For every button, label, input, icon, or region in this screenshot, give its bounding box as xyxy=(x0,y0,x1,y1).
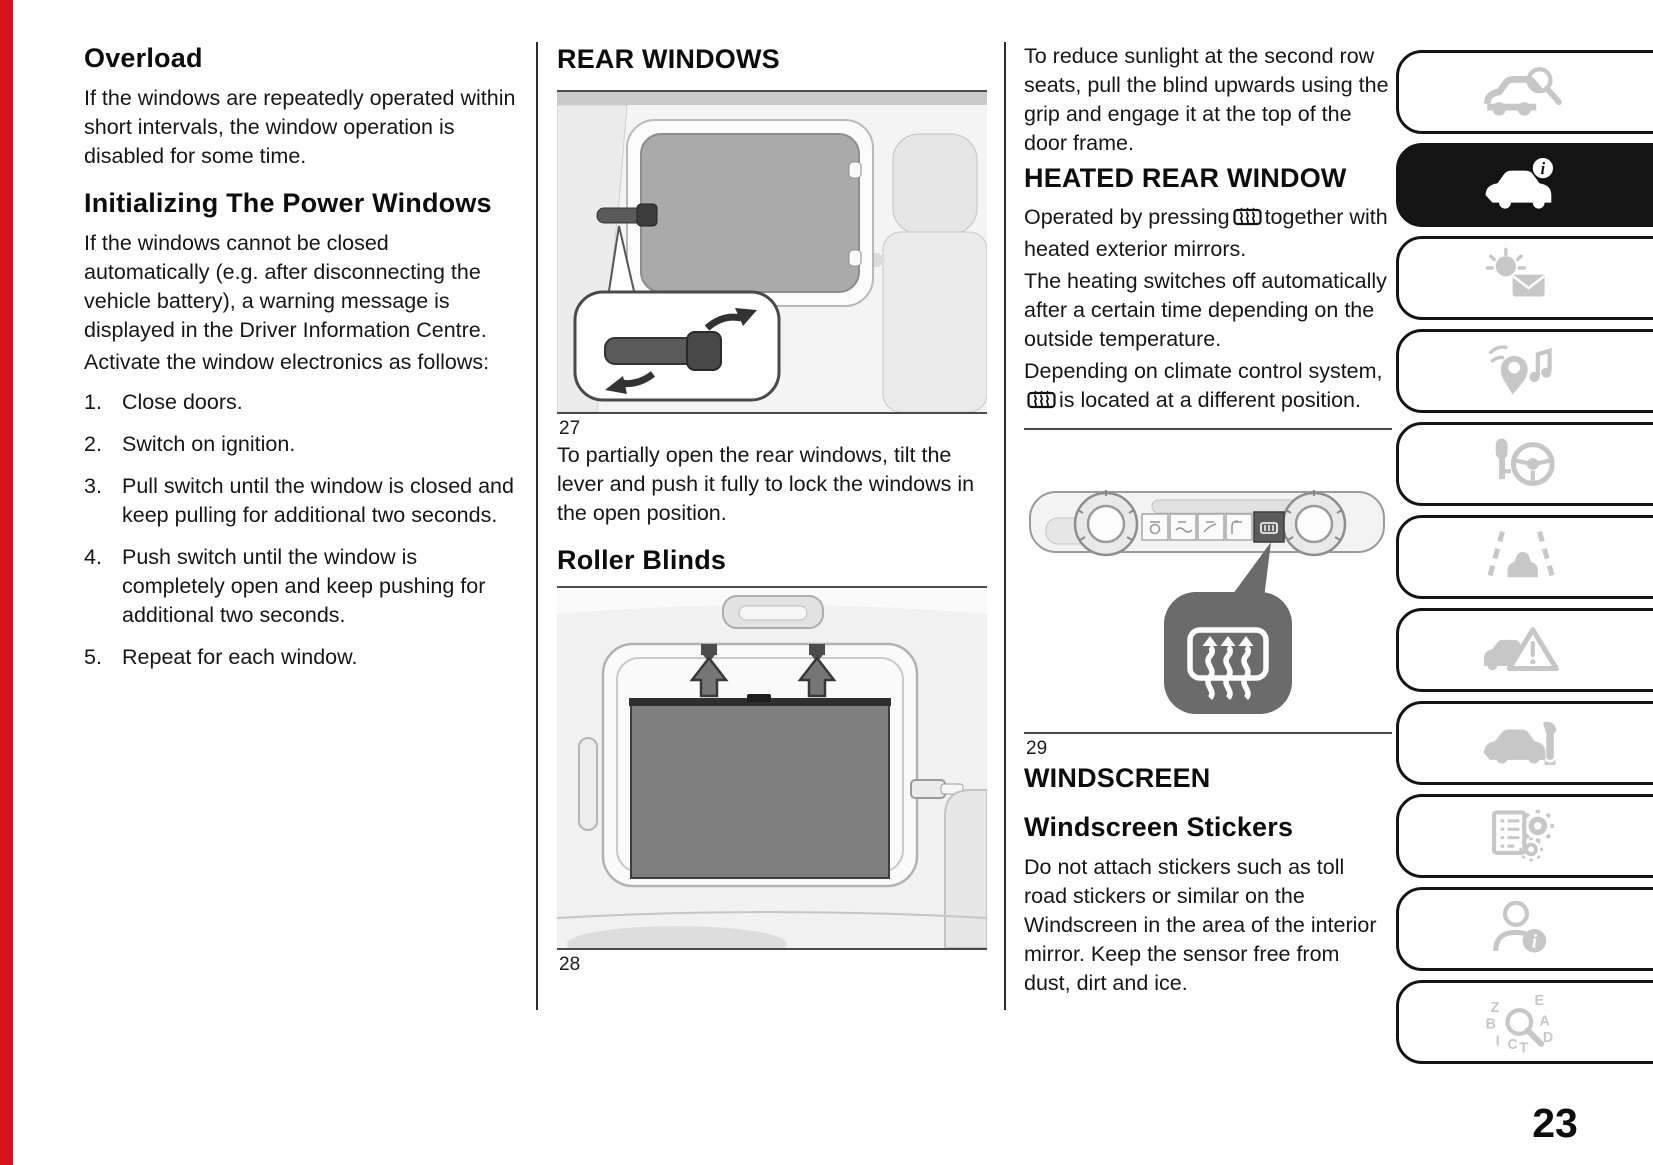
svg-text:I: I xyxy=(1495,1033,1500,1050)
middle-column xyxy=(557,42,987,977)
figure-27-label: 27 xyxy=(559,418,581,439)
person-info-icon xyxy=(1465,897,1577,961)
rear-window-latch-illustration xyxy=(557,92,987,412)
climate-panel-illustration xyxy=(1024,430,1392,732)
list-item: 1. Close doors. xyxy=(84,390,243,414)
chapter-tab-bar xyxy=(1396,50,1653,1064)
figure-28 xyxy=(557,586,987,977)
sidebar-item-car-info[interactable] xyxy=(1396,143,1653,227)
rear-window-defrost-icon xyxy=(1027,389,1056,418)
initializing-body: If the windows cannot be closed automatically (e.g. after disconnecting the vehicle battery), a warning message is displayed in the Driver Information Centre. xyxy=(84,231,487,342)
key-steering-wheel-icon xyxy=(1465,432,1577,496)
initializing-body2: Activate the window electronics as follows: xyxy=(84,350,490,374)
roller-blinds-heading: Roller Blinds xyxy=(557,545,727,575)
list-item: 3. Pull switch until the window is closed and keep pulling for additional two seconds. xyxy=(84,474,514,527)
windscreen-stickers-body: Do not attach stickers such as toll road stickers or similar on the Windscreen in the area of the interior mirror. Keep the sensor free from dust, dirt and ice. xyxy=(1024,855,1377,995)
figure-28-label: 28 xyxy=(559,954,581,975)
initializing-heading: Initializing The Power Windows xyxy=(84,188,492,218)
svg-text:D: D xyxy=(1542,1030,1554,1047)
svg-text:Z: Z xyxy=(1490,999,1500,1016)
sidebar-item-emergency[interactable] xyxy=(1396,608,1653,692)
rear-windows-body: To partially open the rear windows, tilt the lever and push it fully to lock the windows in the open position. xyxy=(557,443,975,525)
page-edge-accent xyxy=(0,0,13,1165)
overload-body: If the windows are repeatedly operated within short intervals, the window operation is disabled for some time. xyxy=(84,86,516,168)
windscreen-stickers-heading: Windscreen Stickers xyxy=(1024,812,1294,842)
sidebar-item-index-search[interactable] xyxy=(1396,980,1653,1064)
sidebar-item-customer-info[interactable] xyxy=(1396,887,1653,971)
roller-blind-illustration xyxy=(557,588,987,948)
sidebar-item-key-steering[interactable] xyxy=(1396,422,1653,506)
svg-text:E: E xyxy=(1534,993,1545,1010)
road-car-icon xyxy=(1465,525,1577,589)
svg-text:T: T xyxy=(1519,1040,1529,1054)
list-item: 4. Push switch until the window is completely open and keep pushing for additional two seconds. xyxy=(84,545,486,627)
rear-windows-heading: REAR WINDOWS xyxy=(557,44,780,74)
figure-29-label: 29 xyxy=(1026,738,1048,759)
navigation-music-icon xyxy=(1465,339,1577,403)
rear-window-defrost-icon xyxy=(1233,206,1262,235)
page-number: 23 xyxy=(1532,1100,1578,1146)
svg-text:A: A xyxy=(1539,1013,1550,1030)
heated-body1: Operated by pressing together with heated exterior mirrors. xyxy=(1024,205,1388,261)
sidebar-item-service[interactable] xyxy=(1396,701,1653,785)
car-magnifier-icon xyxy=(1465,60,1577,124)
windscreen-heading: WINDSCREEN xyxy=(1024,763,1211,793)
roller-blinds-body2: To reduce sunlight at the second row seats, pull the blind upwards using the grip and engage it at the top of the door frame. xyxy=(1024,44,1389,155)
list-gears-icon xyxy=(1465,804,1577,868)
sidebar-item-driving-lanes[interactable] xyxy=(1396,515,1653,599)
heated-body3: Depending on climate control system, is located at a different position. xyxy=(1024,357,1392,418)
figure-27 xyxy=(557,90,987,441)
heated-body2: The heating switches off automatically after a certain time depending on the outside temperature. xyxy=(1024,269,1387,351)
svg-text:C: C xyxy=(1507,1036,1518,1053)
svg-text:i: i xyxy=(1540,159,1546,179)
sidebar-item-technical-data[interactable] xyxy=(1396,794,1653,878)
heated-rear-window-heading: HEATED REAR WINDOW xyxy=(1024,163,1347,193)
car-warning-triangle-icon xyxy=(1465,618,1577,682)
sidebar-item-light-message[interactable] xyxy=(1396,236,1653,320)
column-divider xyxy=(1004,42,1006,1010)
car-wrench-icon xyxy=(1465,711,1577,775)
sidebar-item-nav-audio[interactable] xyxy=(1396,329,1653,413)
initializing-steps xyxy=(84,388,516,672)
car-info-icon xyxy=(1465,153,1577,217)
right-column xyxy=(1024,42,1392,1001)
light-envelope-icon xyxy=(1465,246,1577,310)
figure-29 xyxy=(1024,428,1392,761)
left-column xyxy=(84,42,516,685)
overload-heading: Overload xyxy=(84,43,203,73)
list-item: 2. Switch on ignition. xyxy=(84,432,296,456)
alphabet-magnifier-icon xyxy=(1465,990,1577,1054)
svg-text:i: i xyxy=(1531,931,1538,953)
sidebar-item-car-search[interactable] xyxy=(1396,50,1653,134)
list-item: 5. Repeat for each window. xyxy=(84,645,358,669)
svg-text:B: B xyxy=(1485,1016,1496,1033)
column-divider xyxy=(536,42,538,1010)
